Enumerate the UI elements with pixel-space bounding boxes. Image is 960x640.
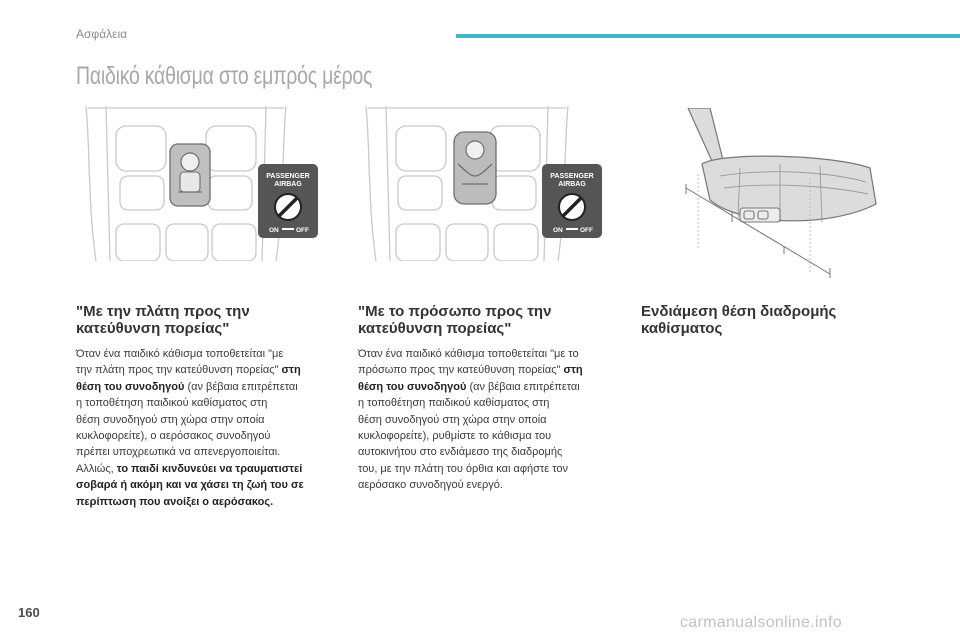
text-line: περίπτωση που ανοίξει ο αερόσακος. (76, 495, 274, 508)
section-accent-bar (456, 34, 960, 38)
sticker-line-passenger: PASSENGER (266, 173, 310, 180)
text-line: αυτοκινήτου στο ενδιάμεσο της διαδρομής (358, 446, 563, 459)
rear-facing-seat-illustration (76, 106, 346, 261)
text-line: η τοποθέτηση παιδικού καθίσματος στη (358, 397, 550, 410)
body-forward-facing (358, 346, 620, 494)
text-line: Όταν ένα παιδικό κάθισμα τοποθετείται "με το (358, 348, 579, 360)
body-rear-facing (76, 346, 338, 510)
text-line: Όταν ένα παιδικό κάθισμα τοποθετείται "με (76, 348, 284, 360)
forward-facing-seat-illustration (358, 106, 608, 261)
seat-travel-illustration (680, 108, 880, 283)
text-line: του, με την πλάτη του όρθια και αφήστε τον (358, 462, 569, 475)
sticker-on: ON (553, 227, 563, 234)
sticker-off: OFF (580, 227, 593, 234)
heading-line-2: καθίσματος (641, 320, 723, 337)
text-line: σοβαρά ή ακόμη και να χάσει τη ζωή του σε (76, 479, 304, 492)
page-title: Παιδικό κάθισμα στο εμπρός μέρος (76, 62, 373, 90)
text-line: θέση συνοδηγού στη χώρα στην οποία (358, 413, 547, 426)
heading-line-1: "Με το πρόσωπο προς την (358, 303, 552, 320)
passenger-airbag-sticker (542, 164, 602, 238)
text-line: θέση του συνοδηγού (αν βέβαια επιτρέπεται (76, 380, 298, 393)
text-line: κυκλοφορείτε), ο αερόσακος συνοδηγού (76, 430, 271, 443)
heading-forward-facing (358, 303, 638, 337)
heading-seat-travel (641, 303, 901, 337)
child-seat-icon (170, 144, 210, 206)
text-line: η τοποθέτηση παιδικού καθίσματος στη (76, 397, 268, 410)
section-label: Ασφάλεια (76, 27, 128, 41)
sticker-line-airbag: AIRBAG (558, 181, 586, 188)
text-line: κυκλοφορείτε), ρυθμίστε το κάθισμα του (358, 430, 552, 443)
sticker-line-airbag: AIRBAG (274, 181, 302, 188)
page-number: 160 (18, 605, 40, 620)
passenger-airbag-sticker (258, 164, 318, 238)
child-seat-icon (454, 132, 496, 204)
heading-line-2: κατεύθυνση πορείας" (358, 320, 512, 337)
text-line: πρόσωπο προς την κατεύθυνση πορείας" στη (358, 364, 583, 377)
heading-line-2: κατεύθυνση πορείας" (76, 320, 230, 337)
text-line: την πλάτη προς την κατεύθυνση πορείας" στη (76, 364, 301, 377)
text-line: θέση του συνοδηγού (αν βέβαια επιτρέπεται (358, 380, 580, 393)
sticker-off: OFF (296, 227, 309, 234)
heading-line-1: "Με την πλάτη προς την (76, 303, 250, 320)
heading-line-1: Ενδιάμεση θέση διαδρομής (641, 303, 837, 320)
sticker-on: ON (269, 227, 279, 234)
text-line: θέση συνοδηγού στη χώρα στην οποία (76, 413, 265, 426)
text-line: Αλλιώς, το παιδί κινδυνεύει να τραυματιστεί (76, 462, 303, 475)
text-line: αερόσακο συνοδηγού ενεργό. (358, 479, 503, 492)
text-line: πρέπει υποχρεωτικά να απενεργοποιείται. (76, 446, 281, 459)
heading-rear-facing (76, 303, 356, 337)
sticker-line-passenger: PASSENGER (550, 173, 594, 180)
watermark: carmanualsonline.info (680, 614, 842, 631)
